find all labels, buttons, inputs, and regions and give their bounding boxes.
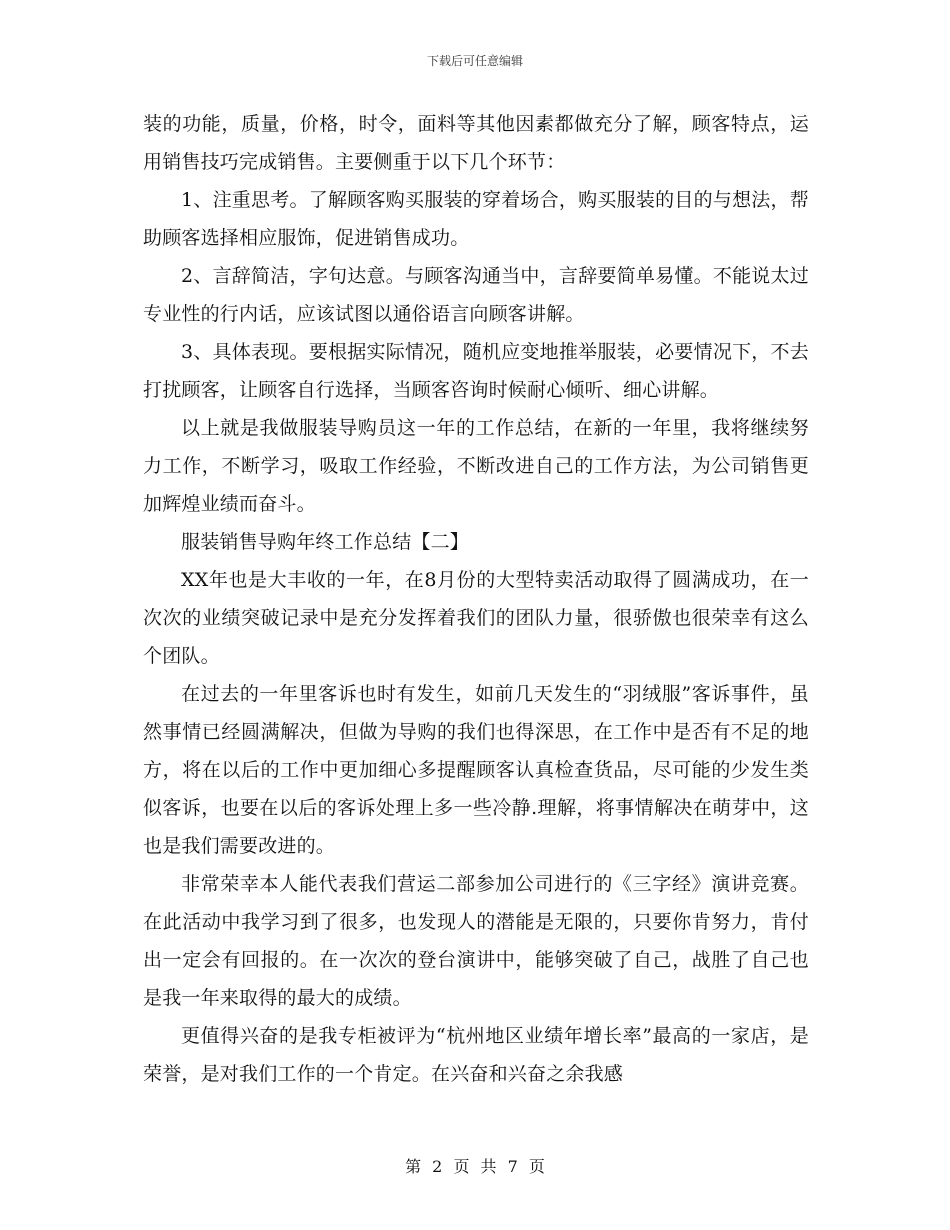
paragraph-4: 3、具体表现。要根据实际情况，随机应变地推举服装，必要情况下，不去打扰顾客，让顾客自行选择，当顾客咨询时候耐心倾听、细心讲解。 [143, 341, 809, 401]
paragraph-5: 以上就是我做服装导购员这一年的工作总结，在新的一年里，我将继续努力工作，不断学习，吸取工作经验，不断改进自己的工作方法，为公司销售更加辉煌业绩而奋斗。 [143, 417, 809, 515]
page-number-footer: 第 2 页 共 7 页 [405, 1157, 545, 1176]
paragraph-6: XX年也是大丰收的一年，在8月份的大型特卖活动取得了圆满成功，在一次次的业绩突破记录中是充分发挥着我们的团队力量，很骄傲也很荣幸有这么个团队。 [143, 569, 809, 667]
paragraph-7: 在过去的一年里客诉也时有发生，如前几天发生的“羽绒服”客诉事件，虽然事情已经圆满解决，但做为导购的我们也得深思，在工作中是否有不足的地方，将在以后的工作中更加细心多提醒顾客认真检查货品，尽可能的少发生类似客诉，也要在以后的客诉处理上多一些冷静.理解，将事情解决在萌芽中，这也是我们需要改进的。 [143, 683, 809, 857]
paragraph-8: 非常荣幸本人能代表我们营运二部参加公司进行的《三字经》演讲竞赛。在此活动中我学习到了很多，也发现人的潜能是无限的，只要你肯努力，肯付出一定会有回报的。在一次次的登台演讲中，能够突破了自己，战胜了自己也是我一年来取得的最大的成绩。 [143, 873, 809, 1009]
page-header-note: 下载后可任意编辑 [426, 54, 523, 68]
paragraph-9: 更值得兴奋的是我专柜被评为“杭州地区业绩年增长率”最高的一家店，是荣誉，是对我们工作的一个肯定。在兴奋和兴奋之余我感 [143, 1025, 809, 1085]
section-heading: 服装销售导购年终工作总结【二】 [181, 531, 470, 553]
paragraph-1: 装的功能，质量，价格，时令，面料等其他因素都做充分了解，顾客特点，运用销售技巧完成销售。主要侧重于以下几个环节： [143, 113, 809, 173]
paragraph-2: 1、注重思考。了解顾客购买服装的穿着场合，购买服装的目的与想法，帮助顾客选择相应服饰，促进销售成功。 [143, 189, 809, 249]
paragraph-3: 2、言辞简洁，字句达意。与顾客沟通当中，言辞要简单易懂。不能说太过专业性的行内话，应该试图以通俗语言向顾客讲解。 [143, 265, 809, 325]
document-body [143, 105, 809, 1093]
